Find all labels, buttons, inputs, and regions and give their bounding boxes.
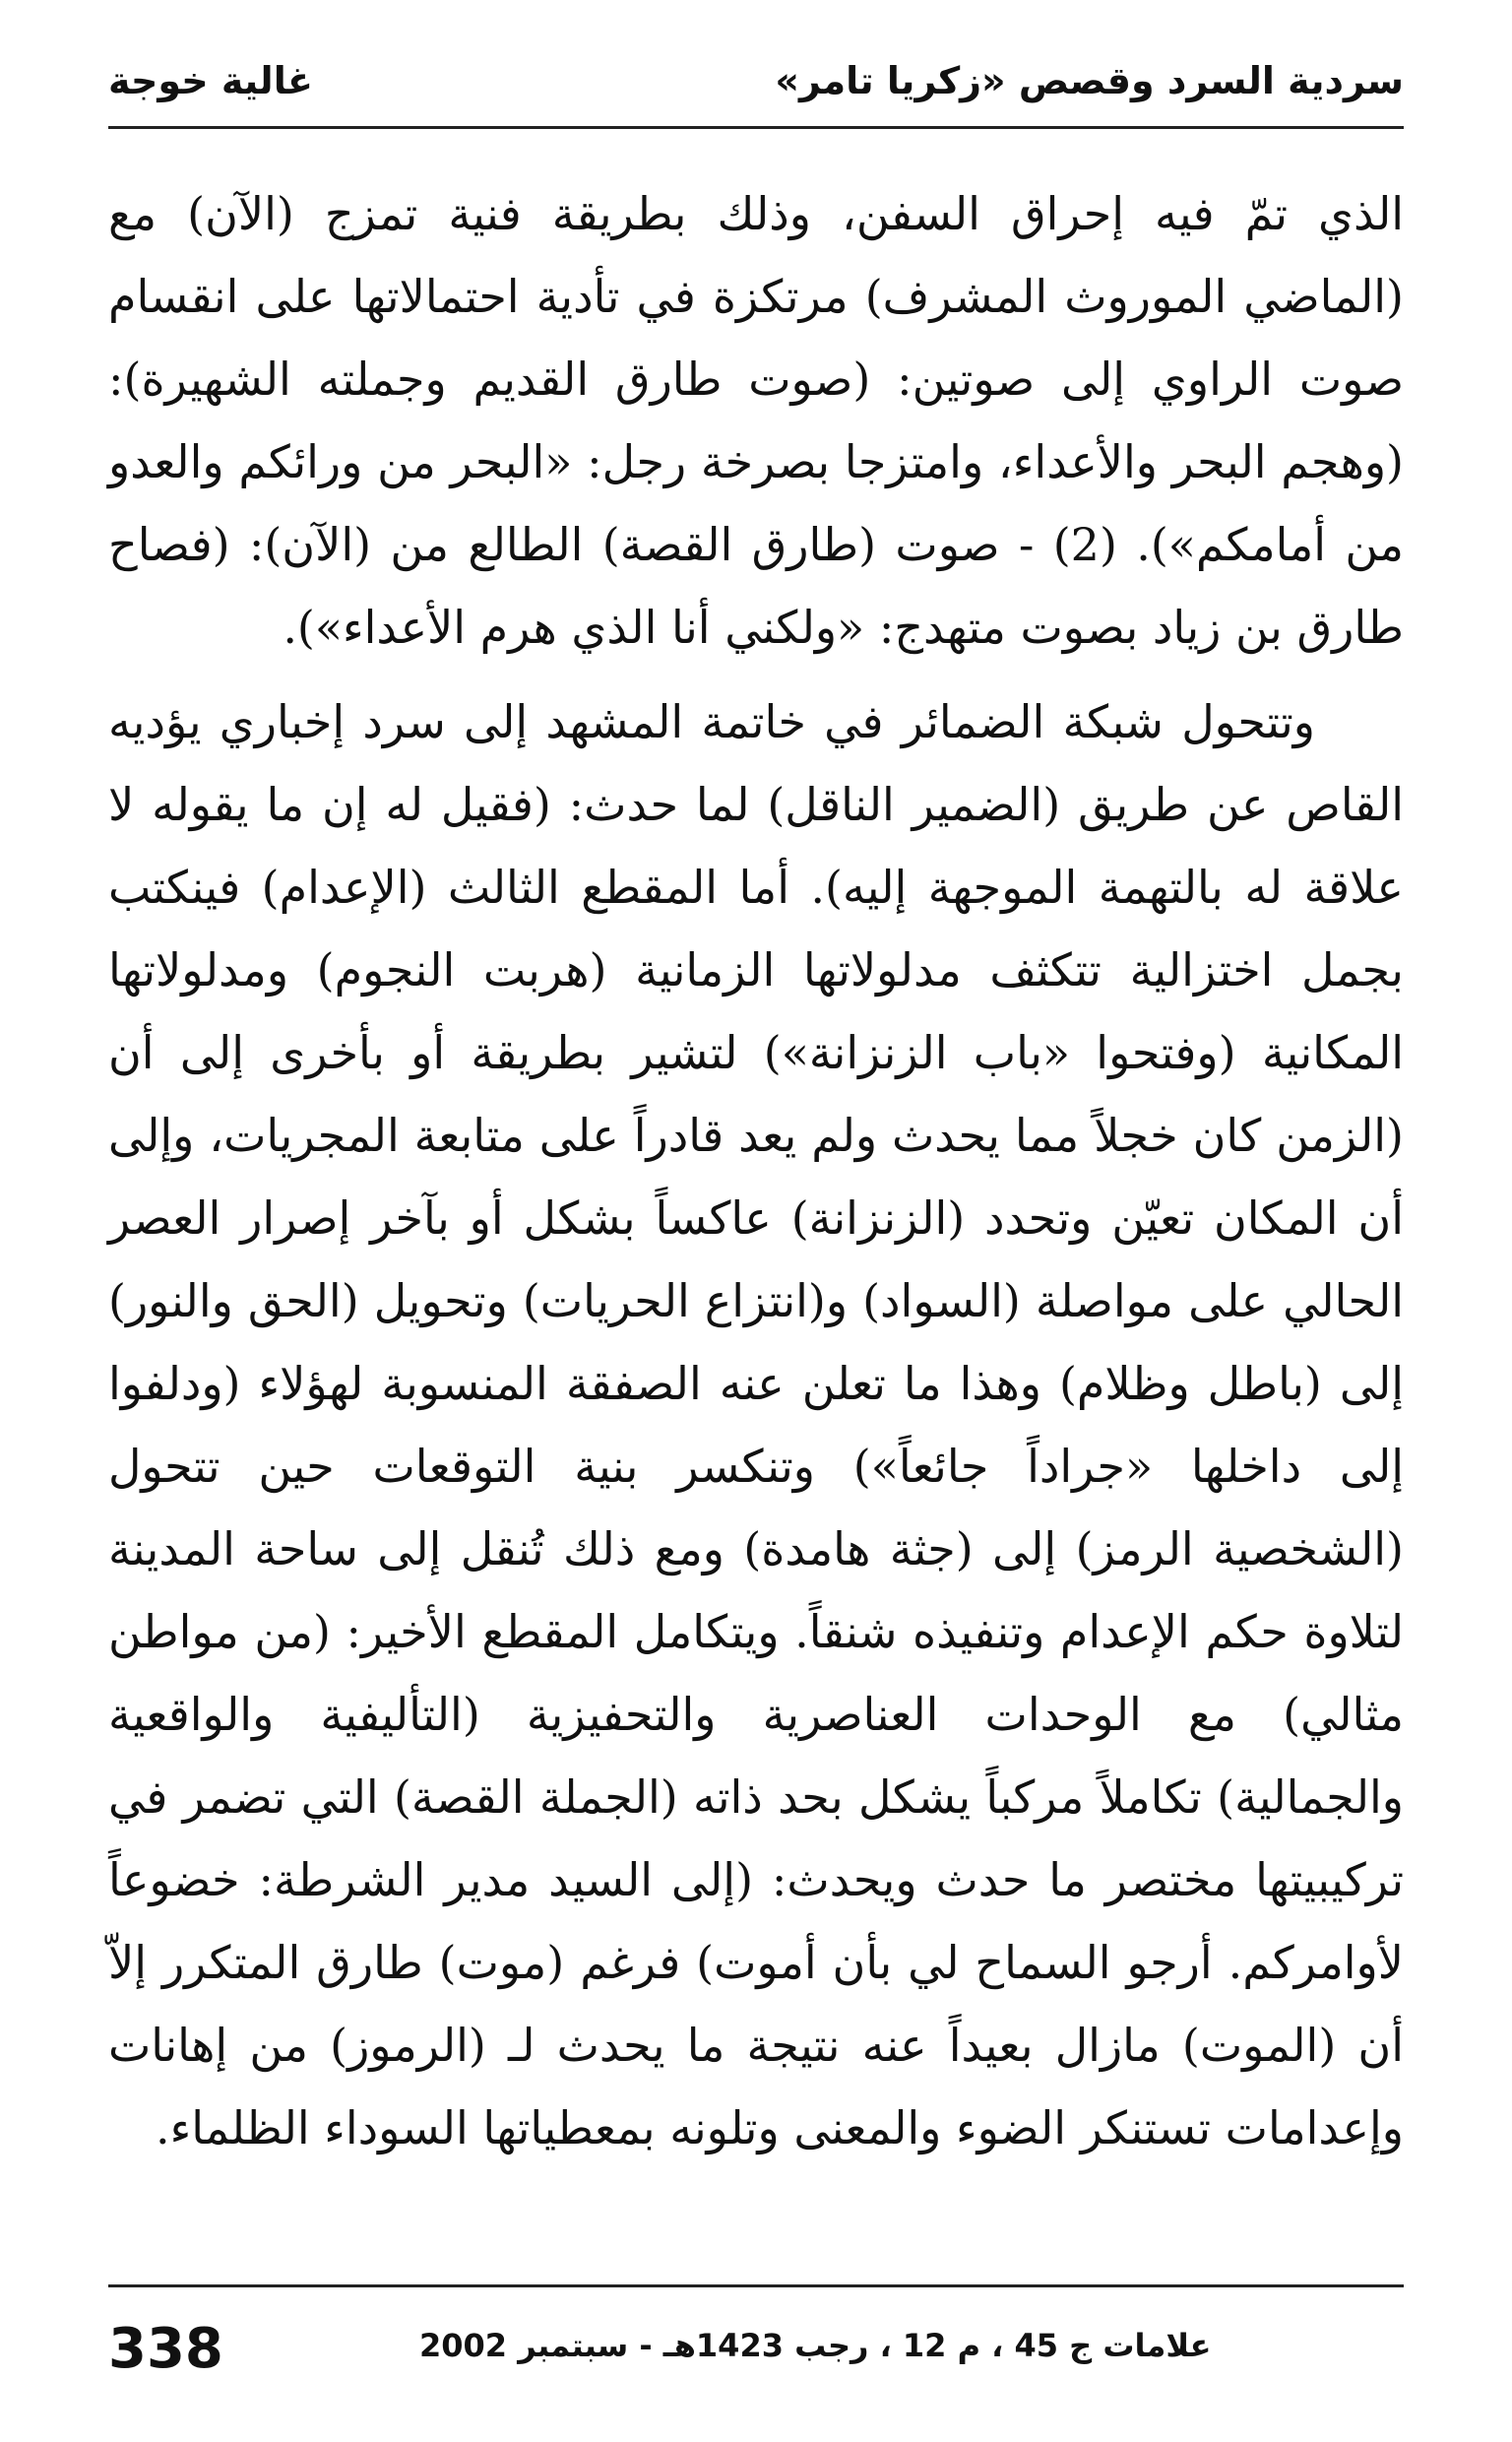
journal-citation: علامات ج 45 ، م 12 ، رجب 1423هـ - سبتمبر 2002: [419, 2327, 1212, 2364]
paragraph-2: وتتحول شبكة الضمائر في خاتمة المشهد إلى سرد إخباري يؤديه القاص عن طريق (الضمير الناقل) لما حدث: (فقيل له إن ما يقوله لا علاقة له بالتهمة الموجهة إليه). أما المقطع الثالث (الإعدام) فينكتب بجمل اختزالية تتكثف مدلولاتها الزمانية (هربت النجوم) ومدلولاتها المكانية (وفتحوا «باب الزنزانة») لتشير بطريقة أو بأخرى إلى أن (الزمن كان خجلاً مما يحدث ولم يعد قادراً على متابعة المجريات، وإلى أن المكان تعيّن وتحدد (الزنزانة) عاكساً بشكل أو بآخر إصرار العصر الحالي على مواصلة (السواد) و(انتزاع الحريات) وتحويل (الحق والنور) إلى (باطل وظلام) وهذا ما تعلن عنه الصفقة المنسوبة لهؤلاء (ودلفوا إلى داخلها «جراداً جائعاً») وتنكسر بنية التوقعات حين تتحول (الشخصية الرمز) إلى (جثة هامدة) ومع ذلك تُنقل إلى ساحة المدينة لتلاوة حكم الإعدام وتنفيذه شنقاً. ويتكامل المقطع الأخير: (من مواطن مثالي) مع الوحدات العناصرية والتحفيزية (التأليفية والواقعية والجمالية) تكاملاً مركباً يشكل بحد ذاته (الجملة القصة) التي تضمر في تركيبيتها مختصر ما حدث ويحدث: (إلى السيد مدير الشرطة: خضوعاً لأوامركم. أرجو السماح لي بأن أموت) فرغم (موت) طارق المتكرر إلاّ أن (الموت) مازال بعيداً عنه نتيجة ما يحدث لـ (الرموز) من إهانات وإعدامات تستنكر الضوء والمعنى وتلونه بمعطياتها السوداء الظلماء.: [108, 695, 1404, 2154]
running-title: سردية السرد وقصص «زكريا تامر»: [775, 59, 1404, 102]
page-footer: [108, 2284, 1404, 2396]
page-body: [108, 172, 1404, 2169]
running-header: [108, 49, 1404, 129]
page-number: 338: [108, 2317, 223, 2381]
paragraph-1: الذي تمّ فيه إحراق السفن، وذلك بطريقة فنية تمزج (الآن) مع (الماضي الموروث المشرف) مرتكزة في تأدية احتمالاتها على انقسام صوت الراوي إلى صوتين: (صوت طارق القديم وجملته الشهيرة): (وهجم البحر والأعداء، وامتزجا بصرخة رجل: «البحر من ورائكم والعدو من أمامكم»). (2) - صوت (طارق القصة) الطالع من (الآن): (فصاح طارق بن زياد بصوت متهدج: «ولكني أنا الذي هرم الأعداء»).: [108, 187, 1405, 654]
running-author: غالية خوجة: [108, 59, 313, 102]
